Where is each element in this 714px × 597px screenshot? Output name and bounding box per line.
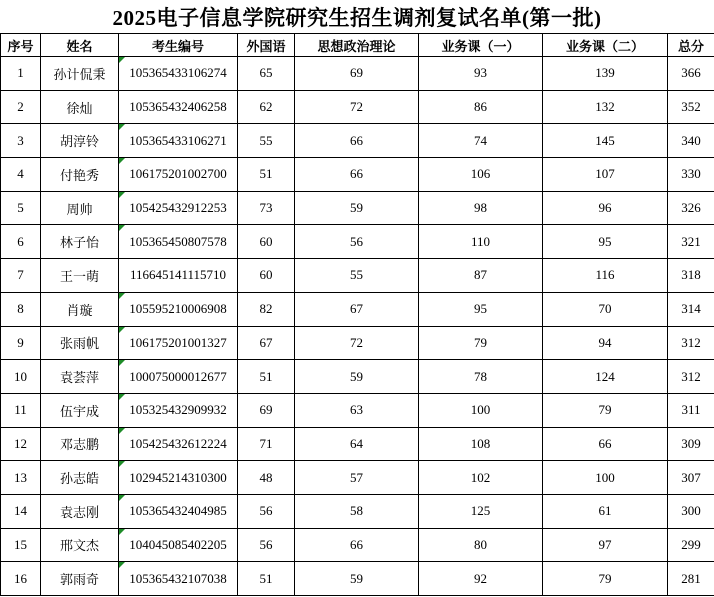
column-header: 业务课（二）	[543, 34, 668, 57]
cell-course2	[543, 191, 668, 225]
cell-no	[1, 90, 41, 124]
cell-value: 132	[595, 99, 615, 115]
cell-value: 1	[17, 65, 24, 81]
cell-value: 徐灿	[66, 100, 93, 116]
cell-id	[119, 562, 238, 596]
cell-value: 51	[259, 368, 273, 384]
cell-course2	[543, 494, 668, 528]
cell-foreign	[238, 292, 295, 326]
cell-value: 70	[598, 301, 612, 317]
cell-name	[41, 225, 119, 259]
cell-politics	[295, 562, 419, 596]
cell-course2	[543, 528, 668, 562]
cell-value: 2	[17, 99, 24, 115]
cell-value: 张雨帆	[59, 336, 99, 352]
cell-value: 105425432912253	[129, 200, 227, 216]
column-header: 考生编号	[119, 34, 238, 57]
cell-value: 74	[474, 132, 487, 148]
table-row	[1, 259, 714, 293]
number-stored-as-text-indicator-icon	[119, 57, 125, 63]
cell-value: 105365433106274	[129, 65, 227, 81]
cell-no	[1, 393, 41, 427]
cell-value: 王一萌	[59, 268, 99, 284]
table-row	[1, 461, 714, 495]
cell-id	[119, 57, 238, 91]
cell-value: 12	[14, 435, 27, 451]
cell-value: 13	[14, 469, 27, 485]
number-stored-as-text-indicator-icon	[119, 124, 125, 130]
cell-foreign	[238, 326, 295, 360]
cell-value: 63	[350, 402, 363, 418]
cell-value: 98	[474, 200, 487, 216]
cell-value: 66	[350, 536, 363, 552]
table-row	[1, 158, 714, 192]
cell-value: 61	[598, 503, 612, 519]
cell-foreign	[238, 528, 295, 562]
cell-value: 106175201002700	[129, 166, 227, 182]
cell-total	[668, 360, 714, 394]
cell-no	[1, 57, 41, 91]
cell-value: 59	[350, 570, 363, 586]
cell-value: 79	[474, 334, 487, 350]
cell-course1	[419, 124, 543, 158]
cell-value: 62	[259, 99, 273, 115]
cell-value: 51	[259, 570, 273, 586]
cell-course1	[419, 393, 543, 427]
cell-value: 366	[681, 65, 701, 81]
cell-course1	[419, 494, 543, 528]
number-stored-as-text-indicator-icon	[119, 428, 125, 434]
cell-value: 102945214310300	[129, 469, 227, 485]
cell-value: 300	[681, 503, 701, 519]
cell-value: 100	[470, 402, 491, 418]
table-row	[1, 191, 714, 225]
cell-value: 79	[598, 570, 612, 586]
cell-foreign	[238, 393, 295, 427]
cell-no	[1, 158, 41, 192]
cell-value: 袁荟萍	[59, 370, 99, 386]
cell-value: 67	[259, 334, 273, 350]
cell-value: 299	[681, 536, 701, 552]
cell-value: 105365450807578	[129, 233, 227, 249]
column-header: 总分	[668, 34, 714, 57]
cell-value: 93	[474, 65, 487, 81]
cell-course1	[419, 225, 543, 259]
cell-value: 伍宇成	[59, 403, 99, 419]
cell-value: 105595210006908	[129, 301, 227, 317]
cell-value: 7	[17, 267, 24, 283]
cell-value: 330	[681, 166, 701, 182]
cell-foreign	[238, 124, 295, 158]
cell-name	[41, 191, 119, 225]
cell-course1	[419, 158, 543, 192]
cell-no	[1, 494, 41, 528]
cell-value: 64	[350, 435, 363, 451]
cell-foreign	[238, 461, 295, 495]
cell-value: 108	[470, 435, 491, 451]
cell-value: 106	[470, 166, 491, 182]
cell-course2	[543, 427, 668, 461]
cell-value: 102	[470, 469, 491, 485]
cell-value: 59	[350, 368, 363, 384]
cell-value: 袁志刚	[59, 504, 99, 520]
cell-value: 69	[350, 65, 363, 81]
cell-name	[41, 360, 119, 394]
header-row	[1, 34, 714, 57]
cell-total	[668, 461, 714, 495]
cell-value: 92	[474, 570, 487, 586]
cell-value: 80	[474, 536, 487, 552]
table-row	[1, 292, 714, 326]
cell-course1	[419, 57, 543, 91]
cell-name	[41, 494, 119, 528]
cell-value: 55	[259, 132, 273, 148]
cell-politics	[295, 427, 419, 461]
cell-value: 郭雨奇	[59, 572, 99, 588]
cell-value: 145	[595, 132, 615, 148]
cell-id	[119, 528, 238, 562]
cell-no	[1, 124, 41, 158]
cell-total	[668, 562, 714, 596]
table-row	[1, 393, 714, 427]
cell-course1	[419, 461, 543, 495]
cell-politics	[295, 528, 419, 562]
table-row	[1, 225, 714, 259]
cell-value: 14	[14, 503, 27, 519]
cell-value: 87	[474, 267, 487, 283]
cell-value: 107	[595, 166, 615, 182]
cell-value: 16	[14, 570, 27, 586]
cell-total	[668, 57, 714, 91]
cell-foreign	[238, 360, 295, 394]
cell-value: 105365432406258	[129, 99, 227, 115]
cell-value: 66	[350, 166, 363, 182]
cell-value: 肖璇	[66, 302, 93, 318]
cell-total	[668, 191, 714, 225]
cell-politics	[295, 158, 419, 192]
cell-value: 82	[259, 301, 273, 317]
cell-politics	[295, 494, 419, 528]
cell-foreign	[238, 158, 295, 192]
cell-foreign	[238, 427, 295, 461]
cell-value: 11	[14, 402, 27, 418]
cell-name	[41, 124, 119, 158]
cell-id	[119, 494, 238, 528]
cell-id	[119, 90, 238, 124]
cell-course2	[543, 124, 668, 158]
cell-course2	[543, 90, 668, 124]
cell-total	[668, 427, 714, 461]
cell-total	[668, 292, 714, 326]
cell-politics	[295, 90, 419, 124]
cell-id	[119, 461, 238, 495]
number-stored-as-text-indicator-icon	[119, 192, 125, 198]
table-row	[1, 326, 714, 360]
cell-politics	[295, 360, 419, 394]
number-stored-as-text-indicator-icon	[119, 495, 125, 501]
cell-total	[668, 528, 714, 562]
cell-value: 95	[598, 233, 612, 249]
cell-value: 105365432107038	[129, 570, 227, 586]
cell-id	[119, 259, 238, 293]
cell-value: 139	[595, 65, 615, 81]
cell-value: 57	[350, 469, 363, 485]
cell-name	[41, 90, 119, 124]
cell-value: 86	[474, 99, 487, 115]
cell-name	[41, 562, 119, 596]
cell-value: 309	[681, 435, 701, 451]
cell-id	[119, 427, 238, 461]
table-row	[1, 124, 714, 158]
cell-course2	[543, 158, 668, 192]
cell-total	[668, 158, 714, 192]
table-row	[1, 528, 714, 562]
number-stored-as-text-indicator-icon	[119, 562, 125, 568]
cell-value: 周帅	[66, 201, 93, 217]
column-header: 外国语	[238, 34, 295, 57]
cell-value: 105425432612224	[129, 435, 227, 451]
cell-value: 104045085402205	[129, 536, 227, 552]
cell-politics	[295, 393, 419, 427]
cell-value: 3	[17, 132, 24, 148]
table-row	[1, 57, 714, 91]
cell-course1	[419, 259, 543, 293]
cell-politics	[295, 57, 419, 91]
cell-value: 105325432909932	[129, 402, 227, 418]
cell-value: 66	[598, 435, 612, 451]
cell-course1	[419, 90, 543, 124]
cell-value: 116	[595, 267, 615, 283]
cell-no	[1, 562, 41, 596]
cell-id	[119, 225, 238, 259]
cell-course2	[543, 562, 668, 596]
cell-course2	[543, 461, 668, 495]
cell-course1	[419, 360, 543, 394]
cell-name	[41, 158, 119, 192]
cell-total	[668, 494, 714, 528]
cell-foreign	[238, 90, 295, 124]
cell-course1	[419, 562, 543, 596]
cell-total	[668, 90, 714, 124]
cell-value: 8	[17, 301, 24, 317]
cell-value: 孙计侃秉	[53, 66, 106, 82]
cell-value: 邢文杰	[59, 538, 99, 554]
column-header: 序号	[1, 34, 41, 57]
cell-value: 胡淳铃	[59, 134, 99, 150]
cell-name	[41, 292, 119, 326]
cell-course2	[543, 292, 668, 326]
cell-name	[41, 259, 119, 293]
cell-id	[119, 292, 238, 326]
cell-value: 72	[350, 334, 363, 350]
cell-value: 6	[17, 233, 24, 249]
cell-value: 5	[17, 200, 24, 216]
cell-total	[668, 393, 714, 427]
cell-value: 56	[259, 503, 273, 519]
cell-value: 100075000012677	[129, 368, 227, 384]
column-header: 姓名	[41, 34, 119, 57]
cell-value: 110	[470, 233, 491, 249]
cell-value: 56	[350, 233, 363, 249]
cell-id	[119, 191, 238, 225]
cell-value: 125	[470, 503, 491, 519]
cell-no	[1, 461, 41, 495]
cell-value: 69	[259, 402, 273, 418]
cell-course1	[419, 528, 543, 562]
cell-id	[119, 326, 238, 360]
cell-value: 79	[598, 402, 612, 418]
cell-value: 116645141115710	[129, 267, 227, 283]
cell-politics	[295, 461, 419, 495]
cell-course1	[419, 427, 543, 461]
cell-course2	[543, 225, 668, 259]
cell-value: 孙志皓	[59, 471, 99, 487]
cell-value: 4	[17, 166, 24, 182]
number-stored-as-text-indicator-icon	[119, 461, 125, 467]
cell-no	[1, 259, 41, 293]
cell-no	[1, 326, 41, 360]
cell-politics	[295, 292, 419, 326]
number-stored-as-text-indicator-icon	[119, 394, 125, 400]
cell-course1	[419, 326, 543, 360]
cell-politics	[295, 191, 419, 225]
cell-value: 95	[474, 301, 487, 317]
cell-total	[668, 326, 714, 360]
cell-value: 312	[681, 368, 701, 384]
number-stored-as-text-indicator-icon	[119, 158, 125, 164]
cell-value: 66	[350, 132, 363, 148]
number-stored-as-text-indicator-icon	[119, 529, 125, 535]
cell-value: 60	[259, 267, 273, 283]
cell-value: 340	[681, 132, 701, 148]
cell-value: 106175201001327	[129, 334, 227, 350]
cell-course2	[543, 57, 668, 91]
cell-name	[41, 326, 119, 360]
cell-value: 100	[595, 469, 615, 485]
cell-no	[1, 427, 41, 461]
cell-value: 15	[14, 536, 27, 552]
number-stored-as-text-indicator-icon	[119, 360, 125, 366]
cell-foreign	[238, 259, 295, 293]
cell-course2	[543, 360, 668, 394]
cell-name	[41, 427, 119, 461]
cell-politics	[295, 124, 419, 158]
cell-value: 311	[681, 402, 701, 418]
cell-value: 307	[681, 469, 701, 485]
cell-value: 48	[259, 469, 273, 485]
cell-total	[668, 124, 714, 158]
cell-value: 73	[259, 200, 273, 216]
cell-course1	[419, 191, 543, 225]
cell-course1	[419, 292, 543, 326]
cell-value: 326	[681, 200, 701, 216]
cell-value: 314	[681, 301, 701, 317]
table-row	[1, 494, 714, 528]
cell-name	[41, 461, 119, 495]
cell-value: 321	[681, 233, 701, 249]
table-row	[1, 360, 714, 394]
cell-value: 10	[14, 368, 27, 384]
cell-value: 105365432404985	[129, 503, 227, 519]
cell-name	[41, 393, 119, 427]
cell-value: 71	[259, 435, 273, 451]
cell-course2	[543, 259, 668, 293]
cell-no	[1, 292, 41, 326]
cell-value: 78	[474, 368, 487, 384]
table-row	[1, 427, 714, 461]
cell-value: 51	[259, 166, 273, 182]
cell-value: 105365433106271	[129, 132, 227, 148]
cell-value: 94	[598, 334, 612, 350]
cell-name	[41, 57, 119, 91]
cell-course2	[543, 326, 668, 360]
cell-value: 56	[259, 536, 273, 552]
table-body	[1, 57, 714, 596]
cell-value: 付艳秀	[59, 167, 99, 183]
cell-id	[119, 393, 238, 427]
table-row	[1, 562, 714, 596]
cell-id	[119, 124, 238, 158]
table-row	[1, 90, 714, 124]
cell-value: 林子怡	[59, 235, 99, 251]
cell-foreign	[238, 562, 295, 596]
cell-no	[1, 225, 41, 259]
cell-value: 72	[350, 99, 363, 115]
cell-total	[668, 259, 714, 293]
cell-value: 124	[595, 368, 615, 384]
cell-value: 281	[681, 570, 701, 586]
cell-value: 67	[350, 301, 363, 317]
cell-politics	[295, 225, 419, 259]
cell-value: 9	[17, 334, 24, 350]
number-stored-as-text-indicator-icon	[119, 225, 125, 231]
admission-roster-table	[0, 33, 714, 596]
cell-id	[119, 360, 238, 394]
page-title: 2025电子信息学院研究生招生调剂复试名单(第一批)	[112, 5, 602, 30]
cell-value: 97	[598, 536, 612, 552]
cell-value: 邓志鹏	[59, 437, 99, 453]
cell-value: 96	[598, 200, 612, 216]
cell-value: 318	[681, 267, 701, 283]
cell-no	[1, 360, 41, 394]
cell-course2	[543, 393, 668, 427]
cell-foreign	[238, 191, 295, 225]
cell-value: 58	[350, 503, 363, 519]
cell-value: 312	[681, 334, 701, 350]
column-header: 思想政治理论	[295, 34, 419, 57]
column-header: 业务课（一）	[419, 34, 543, 57]
number-stored-as-text-indicator-icon	[119, 327, 125, 333]
cell-value: 65	[259, 65, 273, 81]
number-stored-as-text-indicator-icon	[119, 293, 125, 299]
cell-no	[1, 528, 41, 562]
cell-value: 55	[350, 267, 363, 283]
cell-value: 352	[681, 99, 701, 115]
cell-foreign	[238, 225, 295, 259]
cell-politics	[295, 326, 419, 360]
cell-politics	[295, 259, 419, 293]
cell-foreign	[238, 494, 295, 528]
cell-no	[1, 191, 41, 225]
cell-total	[668, 225, 714, 259]
cell-value: 59	[350, 200, 363, 216]
cell-value: 60	[259, 233, 273, 249]
cell-foreign	[238, 57, 295, 91]
cell-name	[41, 528, 119, 562]
cell-id	[119, 158, 238, 192]
